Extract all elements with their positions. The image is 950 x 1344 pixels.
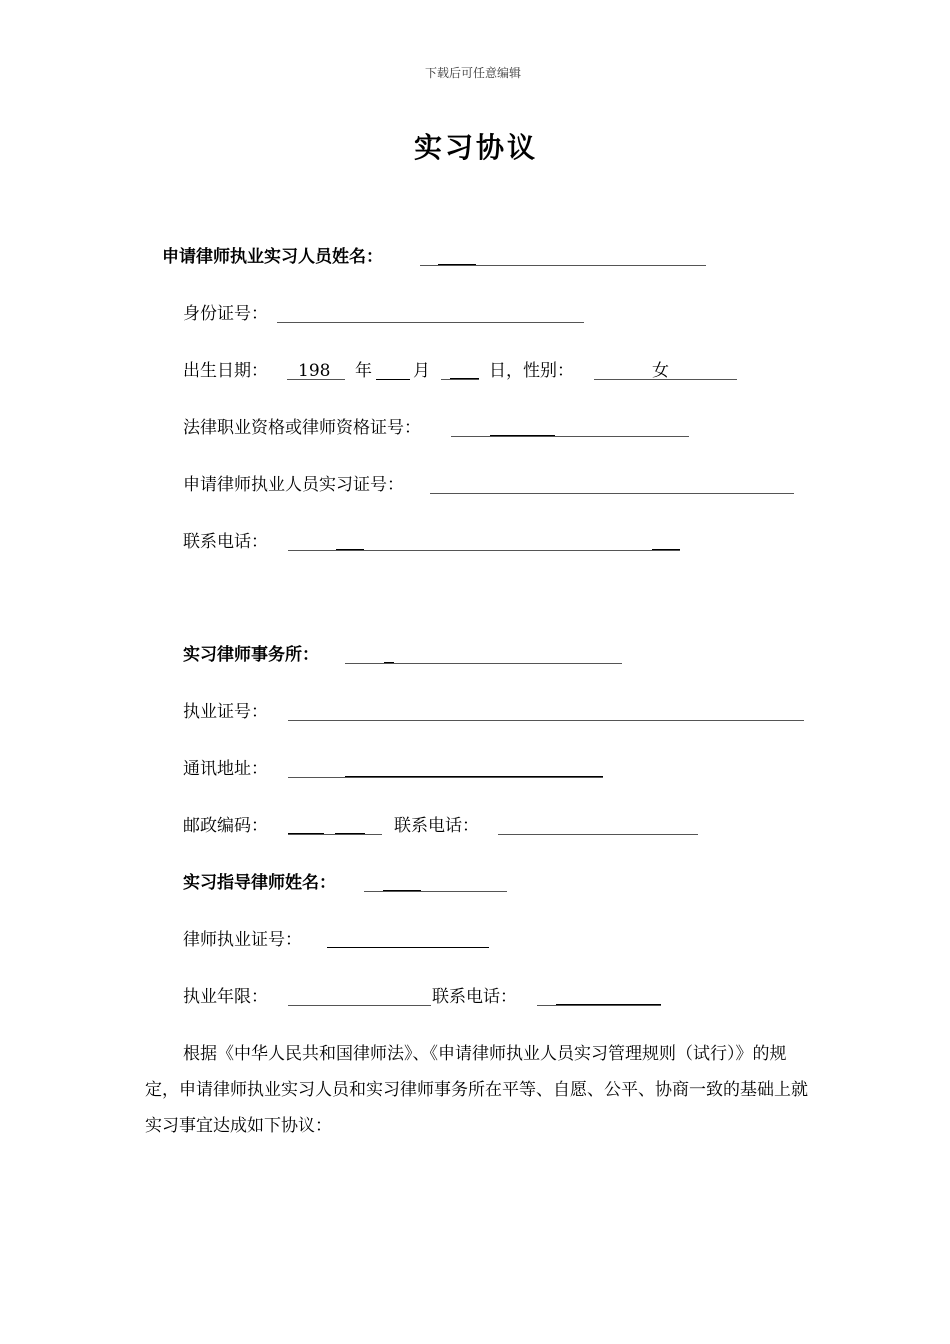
firm-address-underline [345, 776, 603, 777]
gender-value: 女 [652, 361, 669, 381]
practice-years-field[interactable] [288, 1005, 431, 1006]
practice-years-label: 执业年限： [183, 987, 268, 1007]
mentor-phone-field[interactable] [537, 1005, 661, 1006]
id-number-label: 身份证号： [183, 304, 268, 324]
applicant-phone-label: 联系电话： [183, 532, 268, 552]
mentor-phone-underline [556, 1004, 661, 1005]
page-header-note: 下载后可任意编辑 [425, 66, 522, 80]
internship-cert-label: 申请律师执业人员实习证号： [183, 475, 404, 495]
birth-month-field[interactable] [376, 379, 410, 380]
mentor-name-field[interactable] [364, 891, 507, 892]
year-label: 年 [355, 361, 372, 381]
qualification-number-label: 法律职业资格或律师资格证号： [183, 418, 421, 438]
postal-code-underline-b [335, 833, 365, 834]
month-label: 月 [413, 361, 430, 381]
firm-address-label: 通讯地址： [183, 759, 268, 779]
birth-year-field[interactable] [287, 379, 345, 380]
day-gender-label: 日，性别： [489, 361, 574, 381]
firm-license-label: 执业证号： [183, 702, 268, 722]
applicant-phone-underline-a [336, 549, 364, 550]
postal-code-underline-a [288, 833, 324, 834]
firm-name-field[interactable] [345, 663, 622, 664]
mentor-license-field[interactable] [327, 947, 489, 948]
agreement-preamble: 根据《中华人民共和国律师法》、《申请律师执业人员实习管理规则（试行）》的规定，申请律师执业实习人员和实习律师事务所在平等、自愿、公平、协商一致的基础上就实习事宜达成如下协议： [145, 1044, 808, 1136]
birth-date-label: 出生日期： [183, 361, 268, 381]
applicant-name-label: 申请律师执业实习人员姓名： [162, 247, 383, 267]
postal-code-label: 邮政编码： [183, 816, 268, 836]
birth-day-field[interactable] [441, 379, 479, 380]
qualification-number-field[interactable] [451, 436, 689, 437]
applicant-name-field[interactable] [420, 265, 706, 266]
document-title: 实习协议 [414, 131, 539, 164]
applicant-name-field-underline [438, 264, 476, 265]
applicant-phone-field[interactable] [288, 550, 680, 551]
firm-phone-label: 联系电话： [394, 816, 479, 836]
mentor-name-label: 实习指导律师姓名： [183, 873, 336, 893]
firm-address-field[interactable] [288, 777, 603, 778]
id-number-field[interactable] [277, 322, 584, 323]
gender-field[interactable] [594, 379, 737, 380]
mentor-phone-label: 联系电话： [432, 987, 517, 1007]
birth-year-value: 198 [298, 361, 331, 381]
firm-name-underline [384, 662, 394, 663]
postal-code-field[interactable] [288, 834, 382, 835]
birth-day-field-underline [450, 378, 479, 379]
qualification-number-underline [490, 435, 555, 436]
firm-phone-field[interactable] [498, 834, 698, 835]
firm-license-field[interactable] [288, 720, 804, 721]
mentor-license-label: 律师执业证号： [183, 930, 302, 950]
applicant-phone-underline-b [652, 549, 680, 550]
mentor-name-underline [383, 890, 421, 891]
firm-name-label: 实习律师事务所： [183, 645, 319, 665]
internship-cert-field[interactable] [430, 493, 794, 494]
